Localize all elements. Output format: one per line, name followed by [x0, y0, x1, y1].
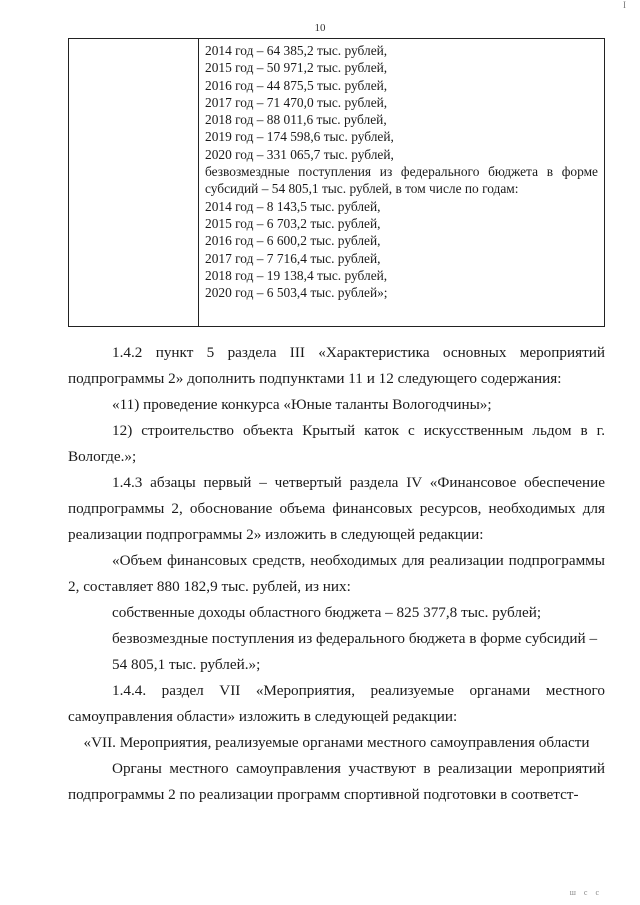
table-line: 2018 год – 88 011,6 тыс. рублей, — [205, 112, 387, 128]
paragraph-item-11: «11) проведение конкурса «Юные таланты Вологодчины»; — [112, 396, 492, 413]
paragraph-item-12: 12) строительство объекта Крытый каток с искусственным льдом в г. Вологде.»; — [68, 422, 605, 465]
paragraph-federal-subsidies: безвозмездные поступления из федерального бюджета в форме субсидий – — [112, 630, 598, 647]
paragraph-funding-total: «Объем финансовых средств, необходимых для реализации подпрограммы 2, составляет 880 182,9 тыс. рублей, из них: — [68, 552, 605, 595]
table-line: 2016 год – 6 600,2 тыс. рублей, — [205, 233, 381, 249]
table-line: 2018 год – 19 138,4 тыс. рублей, — [205, 267, 388, 283]
table-row — [69, 39, 605, 327]
table-line: 2014 год – 64 385,2 тыс. рублей, — [205, 43, 388, 58]
paragraph-1-4-4: 1.4.4. раздел VII «Мероприятия, реализуемые органами местного самоуправления области» изложить в следующей редакции: — [68, 682, 605, 725]
table-line: 2014 год – 8 143,5 тыс. рублей, — [205, 198, 381, 214]
paragraph-federal-amount: 54 805,1 тыс. рублей.»; — [112, 656, 261, 673]
paragraph-local-government: Органы местного самоуправления участвуют в реализации мероприятий подпрограммы 2 по реализации программ спортивной подготовки в соответст- — [68, 760, 605, 803]
table-line: 2017 год – 7 716,4 тыс. рублей, — [205, 250, 381, 266]
table-line: 2017 год – 71 470,0 тыс. рублей, — [205, 94, 388, 110]
document-body — [68, 340, 605, 808]
table-line: 2020 год – 6 503,4 тыс. рублей»; — [205, 285, 388, 301]
table-line: 2019 год – 174 598,6 тыс. рублей, — [205, 129, 394, 145]
table-line: 2016 год – 44 875,5 тыс. рублей, — [205, 77, 388, 93]
table-line: безвозмездные поступления из федерального бюджета в форме субсидий – 54 805,1 тыс. рублей, в том числе по годам: — [205, 164, 598, 197]
table-right-cell — [199, 39, 605, 327]
table-line: 2015 год – 50 971,2 тыс. рублей, — [205, 60, 388, 76]
table-line: 2015 год – 6 703,2 тыс. рублей, — [205, 215, 381, 231]
paragraph-own-revenue: собственные доходы областного бюджета – 825 377,8 тыс. рублей; — [112, 604, 542, 621]
funding-table — [68, 38, 605, 327]
bottom-mark: ш с с — [569, 888, 602, 897]
paragraph-1-4-2: 1.4.2 пункт 5 раздела III «Характеристика основных мероприятий подпрограммы 2» дополнить подпунктами 11 и 12 следующего содержания: — [68, 344, 605, 387]
page-number: 10 — [314, 22, 326, 34]
table-left-cell — [69, 39, 199, 327]
paragraph-1-4-3: 1.4.3 абзацы первый – четвертый раздела IV «Финансовое обеспечение подпрограммы 2, обоснование объема финансовых ресурсов, необходимых для реализации подпрограммы 2» изложить в следующей редакции: — [68, 474, 605, 543]
section-vii-heading: «VII. Мероприятия, реализуемые органами местного самоуправления области — [83, 734, 590, 751]
table-line: 2020 год – 331 065,7 тыс. рублей, — [205, 146, 394, 162]
corner-mark: I — [623, 0, 626, 10]
